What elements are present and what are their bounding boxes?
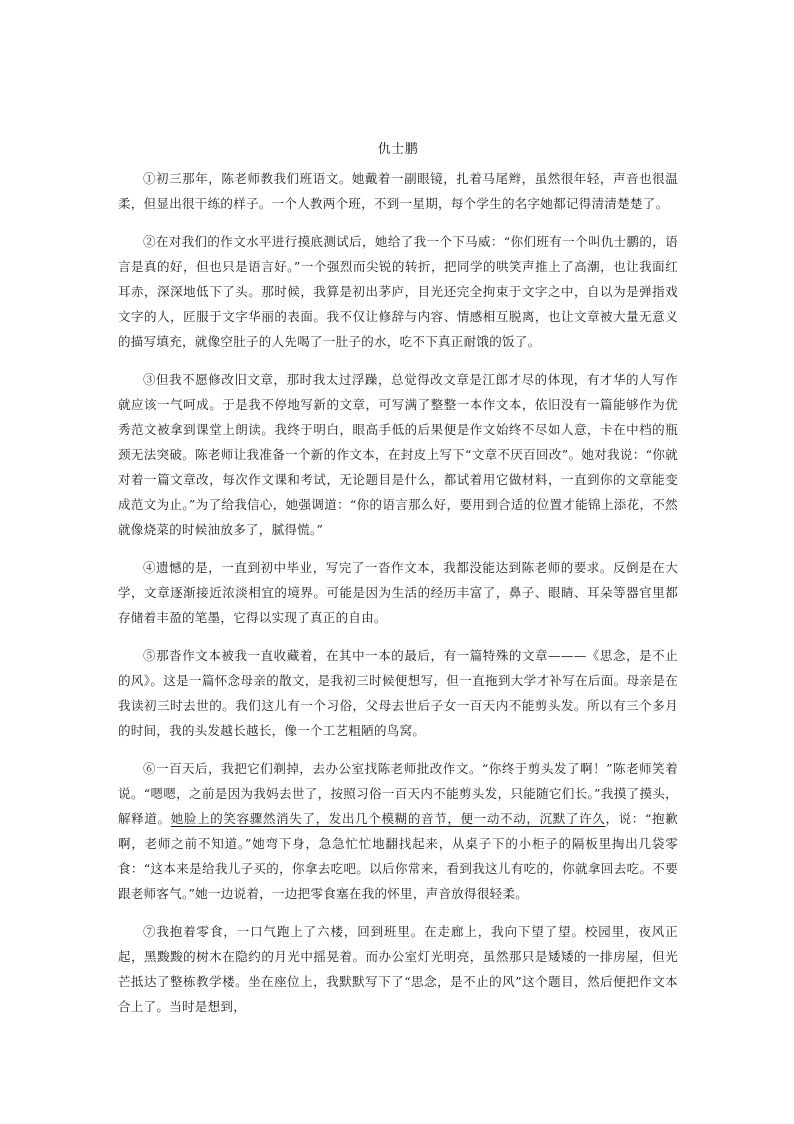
article (118, 138, 678, 1032)
paragraph-6-after: ，说：“抱歉啊，老师之前不知道。”她弯下身，急急忙忙地翻找起来，从桌子下的小柜子的隔板里掏出几袋零食：“这本来是给我儿子买的，你拿去吃吧。以后你常来，看到我这儿有吃的，你就拿回去吃。不要跟老师客气。”她一边说着，一边把零食塞在我的怀里，声音放得很轻柔。 (118, 811, 678, 901)
paragraph-3: ③但我不愿修改旧文章，那时我太过浮躁，总觉得改文章是江郎才尽的体现，有才华的人写作就应该一气呵成。于是我不停地写新的文章，可写满了整整一本作文本，依旧没有一篇能够作为优秀范文被拿到课堂上朗读。我终于明白，眼高手低的后果便是作文始终不尽如人意，卡在中档的瓶颈无法突破。陈老师让我准备一个新的作文本，在封皮上写下“文章不厌百回改”。她对我说：“你就对着一篇文章改，每次作文课和考试，无论题目是什么，都试着用它做材料，一直到你的文章能变成范文为止。”为了给我信心，她强调道：“你的语言那么好，要用到合适的位置才能锦上添花，不然就像烧菜的时候油放多了，腻得慌。” (118, 372, 678, 537)
paragraph-7: ⑦我抱着零食，一口气跑上了六楼，回到班里。在走廊上，我向下望了望。校园里，夜风正起，黑黢黢的树木在隐约的月光中摇晃着。而办公室灯光明亮，虽然那只是矮矮的一排房屋，但光芒抵达了整栋教学楼。坐在座位上，我默默写下了“思念，是不止的风”这个题目，然后便把作文本合上了。当时是想到， (118, 924, 678, 1014)
paragraph-5: ⑤那沓作文本被我一直收藏着，在其中一本的最后，有一篇特殊的文章———《思念，是不止的风》。这是一篇怀念母亲的散文，是我初三时候便想写，但一直拖到大学才补写在后面。母亲是在我读初三时去世的。我们这儿有一个习俗，父母去世后子女一百天内不能剪头发。所以有三个多月的时间，我的头发越长越长，像一个工艺粗陋的鸟窝。 (118, 648, 678, 738)
paragraph-1: ①初三那年，陈老师教我们班语文。她戴着一副眼镜，扎着马尾辫，虽然很年轻，声音也很温柔，但显出很干练的样子。一个人教两个班，不到一星期，每个学生的名字她都记得清清楚楚了。 (118, 171, 678, 211)
paragraph-4: ④遗憾的是，一直到初中毕业，写完了一沓作文本，我都没能达到陈老师的要求。反倒是在大学，文章逐渐接近浓淡相宜的境界。可能是因为生活的经历丰富了，鼻子、眼睛、耳朵等器官里都存储着丰盈的笔墨，它得以实现了真正的自由。 (118, 560, 678, 625)
paragraph-6-before: ⑥一百天后，我把它们剃掉，去办公室找陈老师批改作文。“你终于剪头发了啊！”陈老师笑着说。“嗯嗯，之前是因为我妈去世了，按照习俗一百天内不能剪头发，只能随它们长。”我摸了摸头，解释道。 (118, 761, 678, 826)
paragraph-6 (118, 756, 678, 906)
paragraph-2: ②在对我们的作文水平进行摸底测试后，她给了我一个下马威：“你们班有一个叫仇士鹏的，语言是真的好，但也只是语言好。”一个强烈而尖锐的转折，把同学的哄笑声推上了高潮，也让我面红耳赤，深深地低下了头。那时候，我算是初出茅庐，目光还完全拘束于文字之中，自以为是弹指戏文字的人，匠服于文字华丽的表面。我不仅让修辞与内容、情感相互脱离，也让文章被大量无意义的描写填充，就像空肚子的人先喝了一肚子的水，吃不下真正耐饿的饭了。 (118, 234, 678, 349)
underlined-sentence: 她脸上的笑容骤然消失了，发出几个模糊的音节，便一动不动，沉默了许久 (170, 811, 606, 826)
author-name: 仇士鹏 (377, 142, 419, 157)
